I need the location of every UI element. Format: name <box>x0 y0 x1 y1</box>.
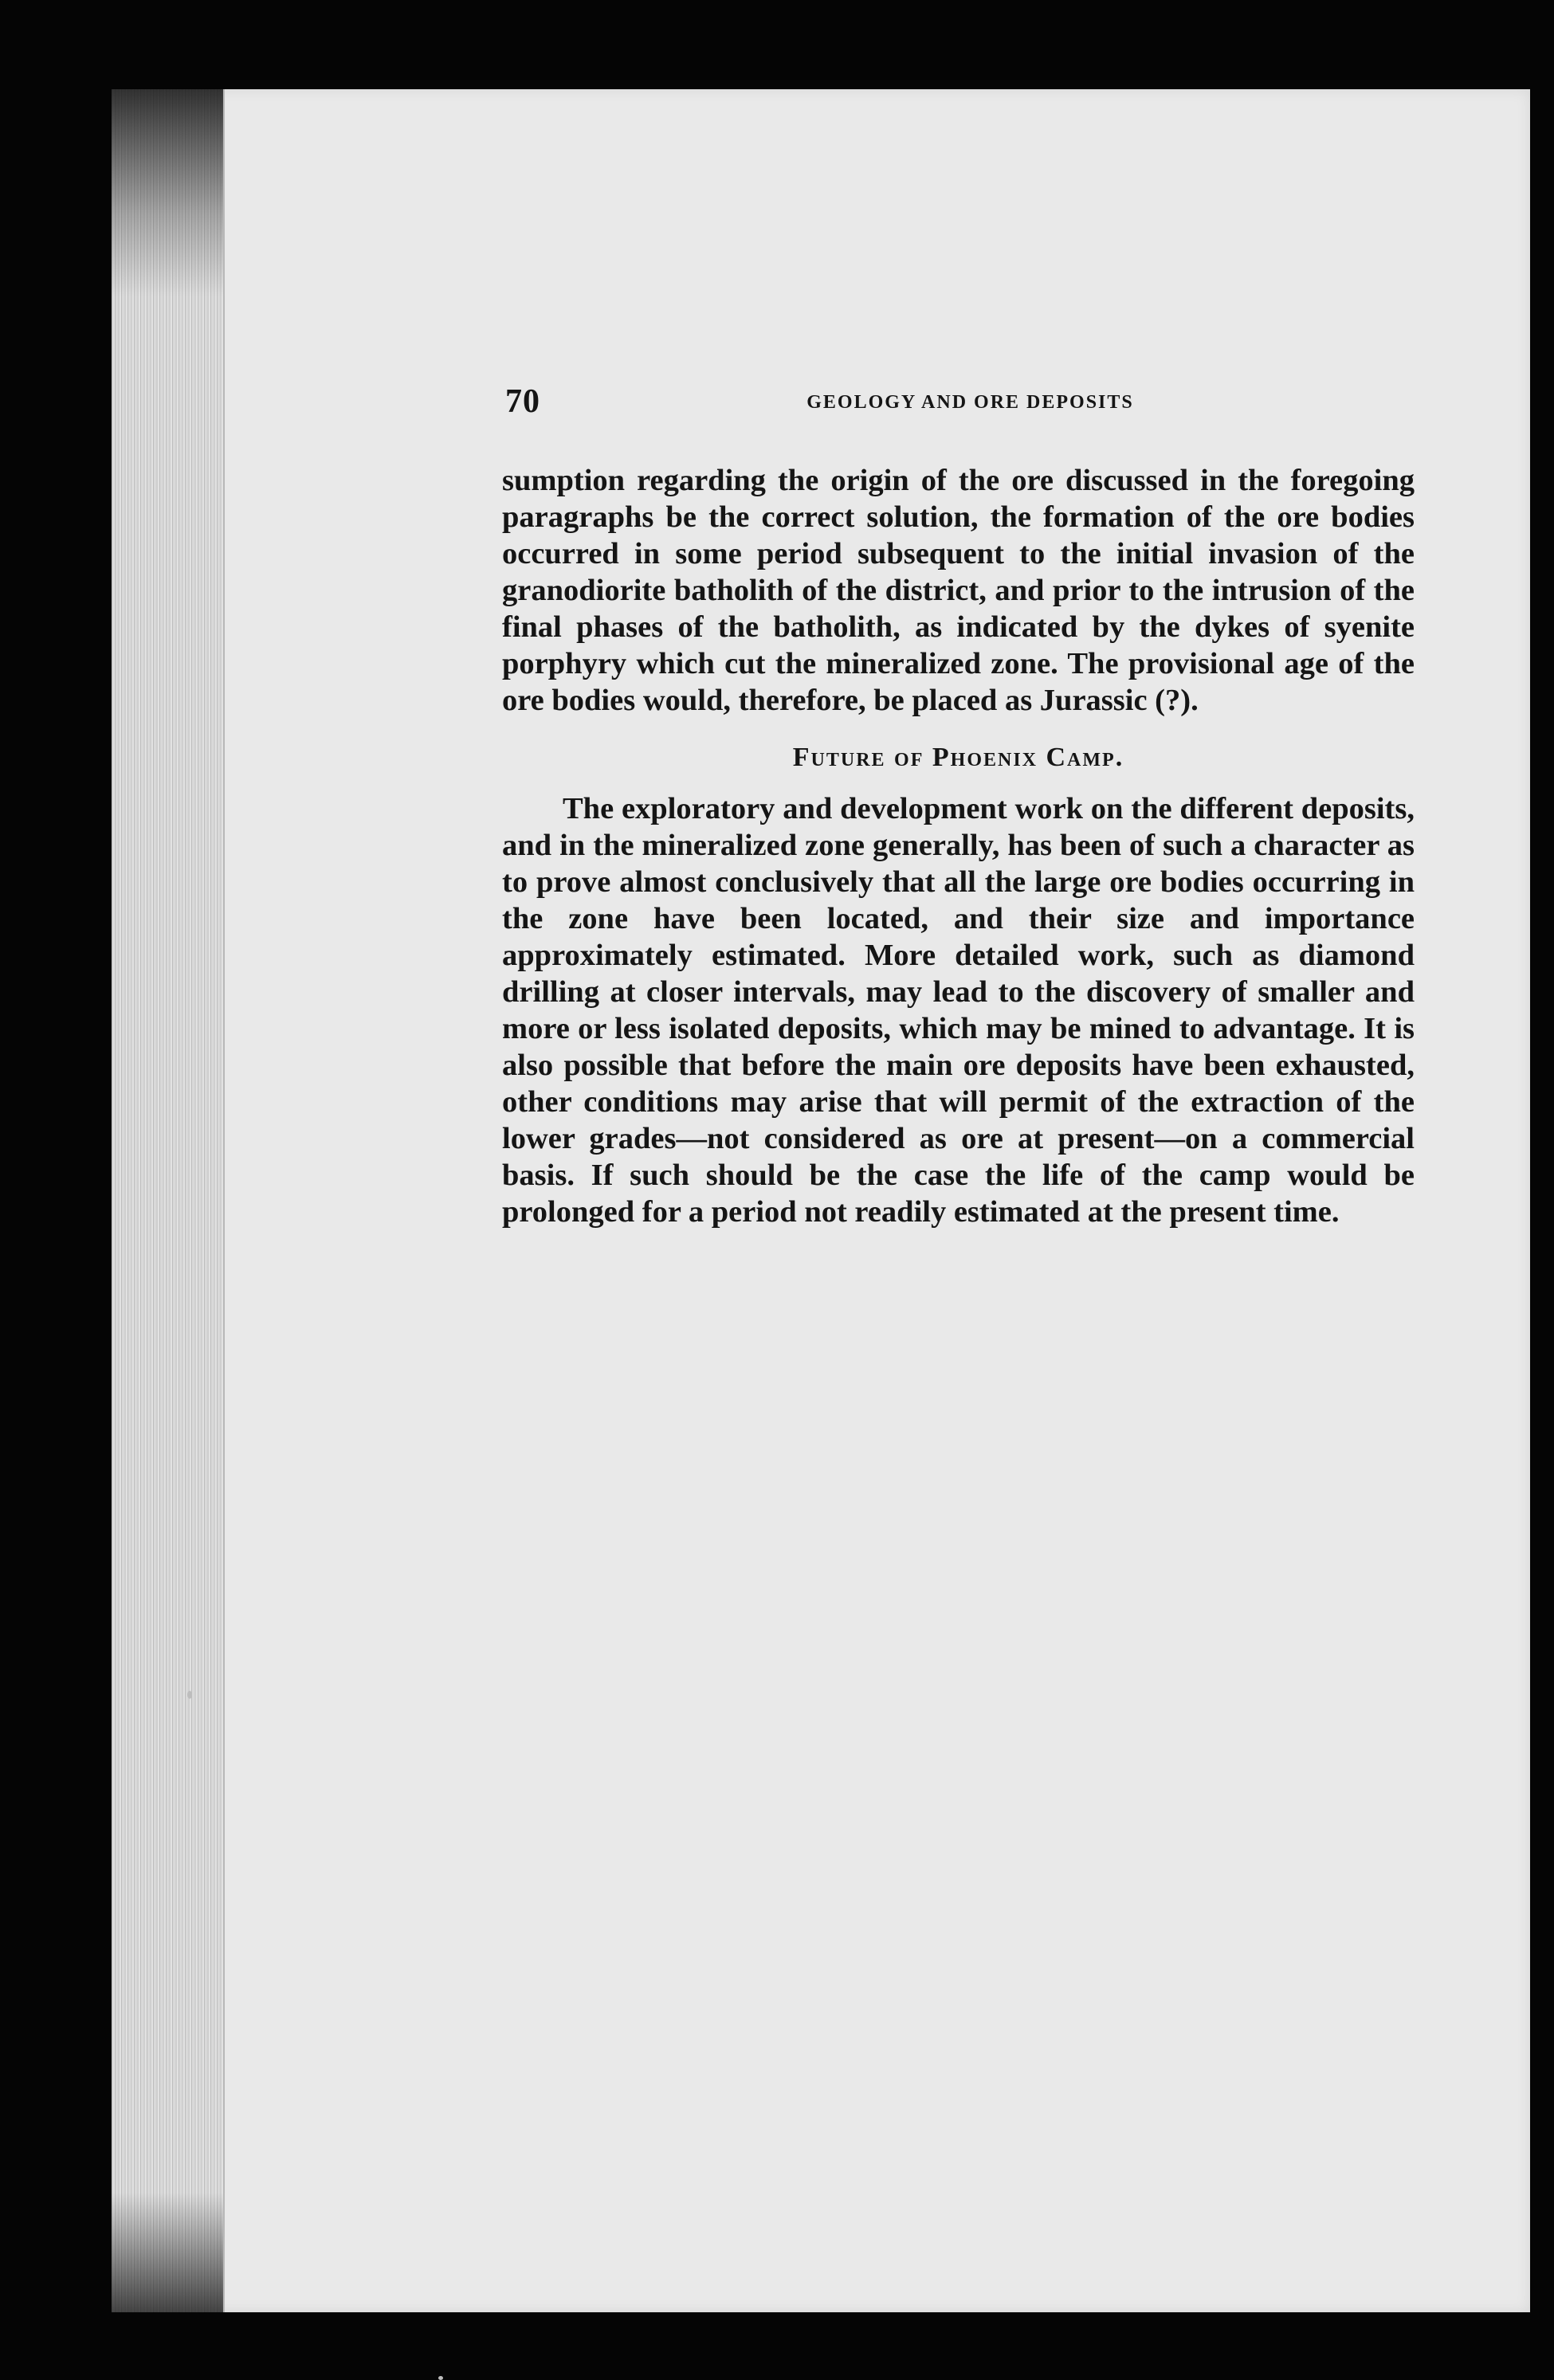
page-speck <box>438 2376 443 2380</box>
page-edge-shadow-top <box>112 89 223 296</box>
page-text <box>502 382 1415 1230</box>
page-speck <box>187 1691 192 1699</box>
page-header <box>502 382 1415 430</box>
paragraph-origin-of-ore: sumption regarding the origin of the ore discussed in the foregoing paragraphs be the correct solution, the formation of the ore bodies occurred in some period subsequent to the initial invasion of the granodiorite batholith of the district, and prior to the intrusion of the final phases of the batholith, as indicated by the dykes of syenite porphyry which cut the mineralized zone. The provisional age of the ore bodies would, therefore, be placed as Jurassic (?). <box>502 464 1415 717</box>
running-head: GEOLOGY AND ORE DEPOSITS <box>806 392 1134 413</box>
section-heading: Future of Phoenix Camp. <box>792 743 1124 772</box>
page-edges <box>112 89 225 2312</box>
paragraph-future-of-camp: The exploratory and development work on the different deposits, and in the mineralized zone generally, has been of such a character as to prove almost conclusively that all the large ore bodies occurring in the zone have been located, and their size and importance approximately estimated. More detailed work, such as diamond drilling at closer intervals, may lead to the discovery of smaller and more or less isolated deposits, which may be mined to advantage. It is also possible that before the main ore deposits have been exhausted, other conditions may arise that will permit of the extraction of the lower grades—not considered as ore at present—on a commercial basis. If such should be the case the life of the camp would be prolonged for a period not readily estimated at the present time. <box>502 792 1415 1229</box>
page-edge-shadow-bottom <box>112 2193 223 2312</box>
page-number: 70 <box>505 383 540 420</box>
